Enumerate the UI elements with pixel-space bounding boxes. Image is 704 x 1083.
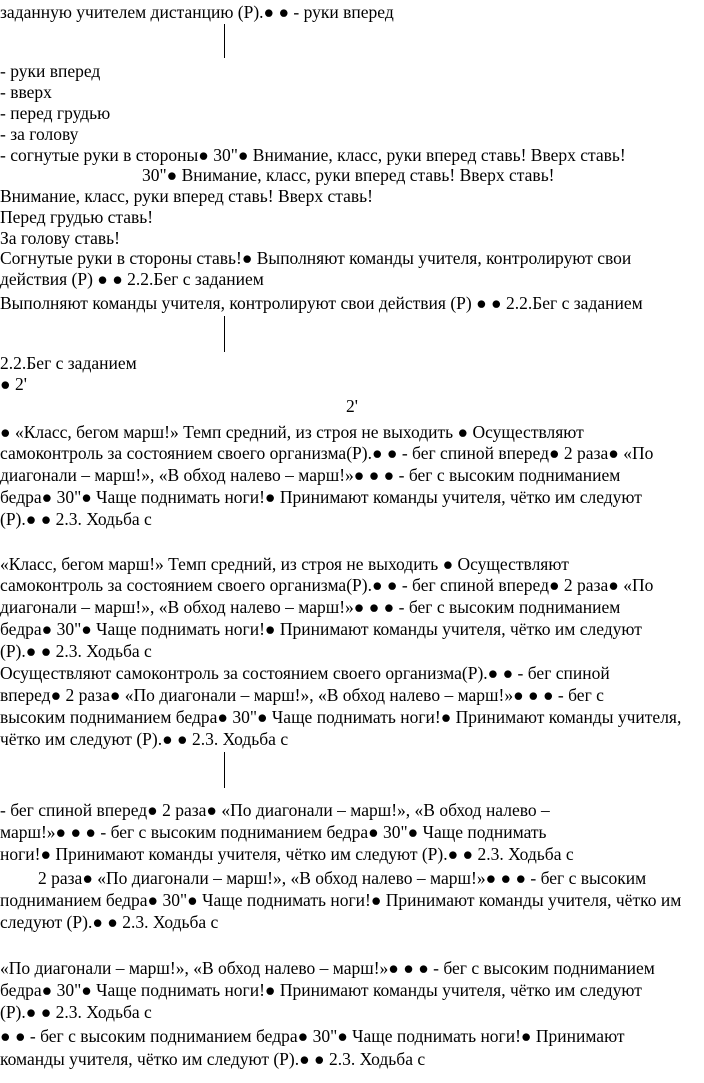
text-line: - за голову — [0, 124, 79, 144]
text-line: диагонали – марш!», «В обход налево – марш!»● ● ● - бег с высоким подниманием — [0, 465, 621, 485]
text-line: Перед грудью ставь! — [0, 207, 154, 227]
text-line: самоконтроль за состоянием своего организма(Р).● ● - бег спиной вперед● 2 раза● «По — [0, 575, 654, 595]
text-line: чётко им следуют (Р).● ● 2.3. Ходьба с — [0, 729, 289, 749]
text-line: 30"● Внимание, класс, руки вперед ставь! Вверх ставь! — [142, 165, 555, 185]
text-line: 2 раза● «По диагонали – марш!», «В обход налево – марш!»● ● ● - бег с высоким — [38, 868, 647, 888]
text-line: подниманием бедра● 30"● Чаще поднимать ноги!● Принимают команды учителя, чётко им — [0, 890, 682, 910]
text-line: команды учителя, чётко им следуют (Р).● ● 2.3. Ходьба с — [0, 1049, 426, 1069]
text-line: 2' — [346, 396, 358, 416]
text-line: Внимание, класс, руки вперед ставь! Вверх ставь! — [0, 186, 373, 206]
text-line: - согнутые руки в стороны● 30"● Внимание, класс, руки вперед ставь! Вверх ставь! — [0, 145, 626, 165]
text-line: ● ● - бег с высоким подниманием бедра● 30"● Чаще поднимать ноги!● Принимают — [0, 1026, 625, 1046]
text-line: 2.2.Бег с заданием — [0, 353, 137, 373]
text-line: Согнутые руки в стороны ставь!● Выполняют команды учителя, контролируют свои — [0, 248, 632, 268]
text-line: бедра● 30"● Чаще поднимать ноги!● Принимают команды учителя, чётко им следуют — [0, 980, 642, 1000]
text-line: - вверх — [0, 82, 52, 102]
text-line: ● 2' — [0, 374, 27, 394]
text-line: (Р).● ● 2.3. Ходьба с — [0, 509, 152, 529]
table-divider — [224, 24, 225, 58]
text-line: диагонали – марш!», «В обход налево – марш!»● ● ● - бег с высоким подниманием — [0, 597, 621, 617]
text-line: высоким подниманием бедра● 30"● Чаще поднимать ноги!● Принимают команды учителя, — [0, 707, 682, 727]
text-line: следуют (Р).● ● 2.3. Ходьба с — [0, 912, 219, 932]
text-line: Выполняют команды учителя, контролируют свои действия (Р) ● ● 2.2.Бег с заданием — [0, 293, 643, 313]
text-line: марш!»● ● ● - бег с высоким подниманием бедра● 30"● Чаще поднимать — [0, 822, 547, 842]
text-line: (Р).● ● 2.3. Ходьба с — [0, 1002, 152, 1022]
text-line: За голову ставь! — [0, 228, 120, 248]
text-line: - перед грудью — [0, 103, 111, 123]
text-line: самоконтроль за состоянием своего организма(Р).● ● - бег спиной вперед● 2 раза● «По — [0, 443, 654, 463]
text-line: заданную учителем дистанцию (Р).● ● - руки вперед — [0, 2, 394, 22]
text-line: - руки вперед — [0, 61, 101, 81]
text-line: «Класс, бегом марш!» Темп средний, из строя не выходить ● Осуществляют — [0, 554, 569, 574]
text-line: действия (Р) ● ● 2.2.Бег с заданием — [0, 269, 264, 289]
text-line: бедра● 30"● Чаще поднимать ноги!● Принимают команды учителя, чётко им следуют — [0, 487, 642, 507]
text-line: Осуществляют самоконтроль за состоянием своего организма(Р).● ● - бег спиной — [0, 663, 610, 683]
text-line: (Р).● ● 2.3. Ходьба с — [0, 641, 152, 661]
text-line: ● «Класс, бегом марш!» Темп средний, из строя не выходить ● Осуществляют — [0, 422, 584, 442]
text-line: вперед● 2 раза● «По диагонали – марш!», «В обход налево – марш!»● ● ● - бег с — [0, 685, 604, 705]
text-line: ноги!● Принимают команды учителя, чётко им следуют (Р).● ● 2.3. Ходьба с — [0, 844, 574, 864]
text-line: бедра● 30"● Чаще поднимать ноги!● Принимают команды учителя, чётко им следуют — [0, 619, 642, 639]
table-divider — [224, 752, 225, 788]
text-line: «По диагонали – марш!», «В обход налево – марш!»● ● ● - бег с высоким подниманием — [0, 958, 655, 978]
table-divider — [224, 316, 225, 352]
text-line: - бег спиной вперед● 2 раза● «По диагонали – марш!», «В обход налево – — [0, 800, 550, 820]
